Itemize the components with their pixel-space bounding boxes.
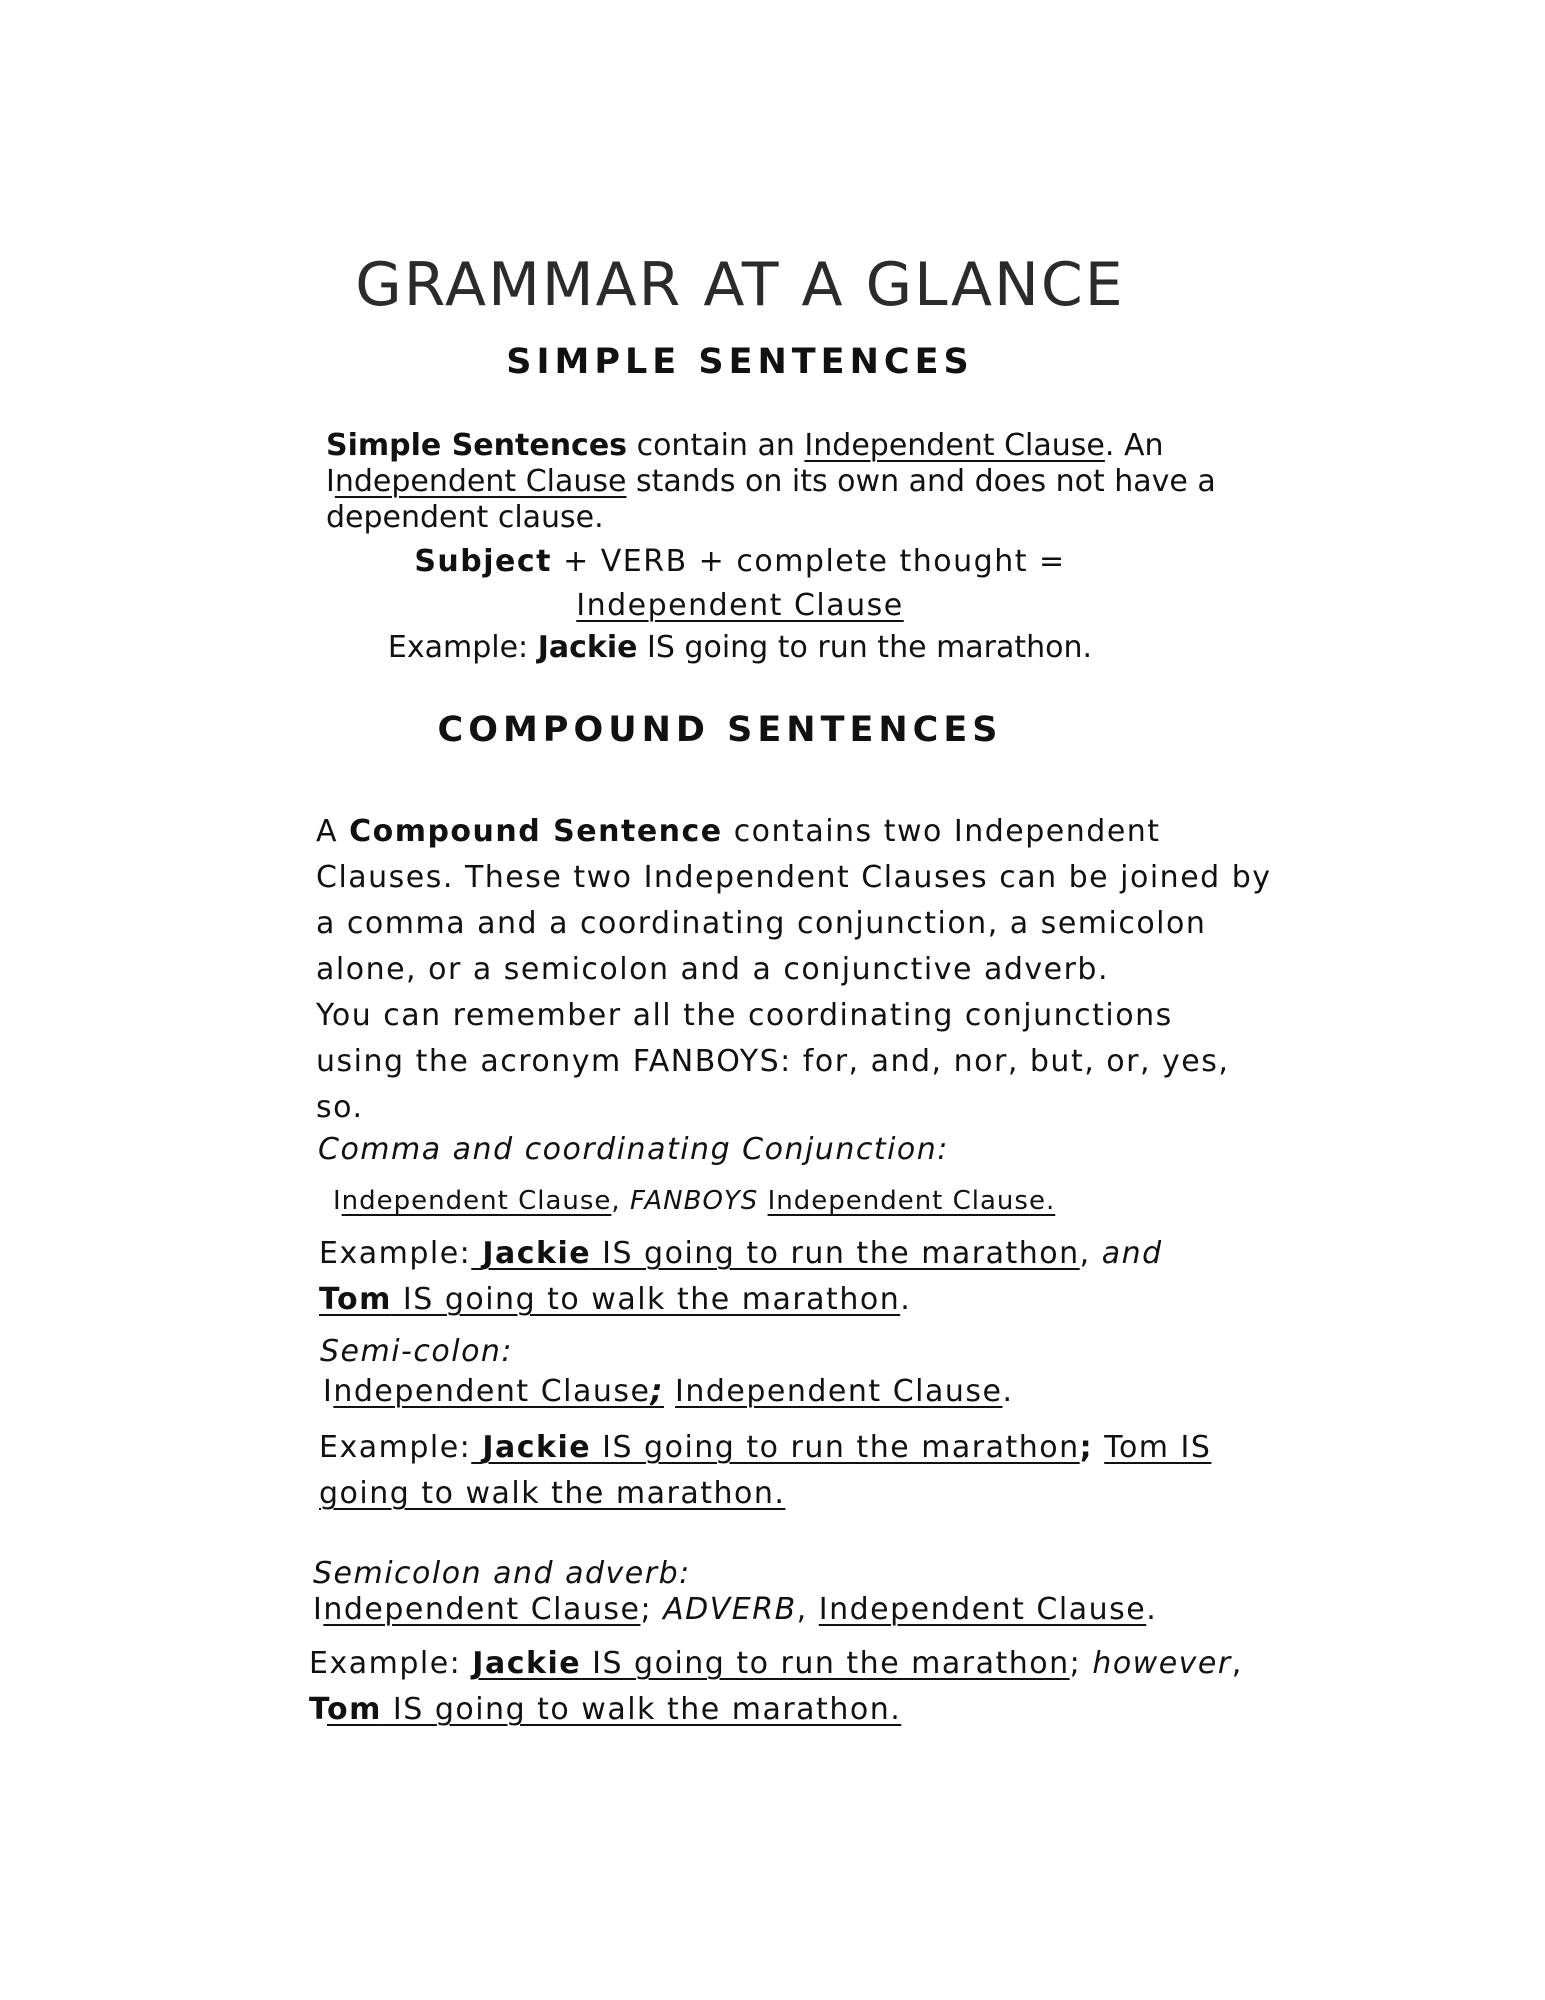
semicolon-example-line-2: going to walk the marathon.: [319, 1476, 786, 1511]
compound-intro-line: a comma and a coordinating conjunction, a semicolon: [316, 906, 1207, 941]
simple-intro-line-3: dependent clause.: [326, 500, 604, 535]
semicolon-pattern: Independent Clause; Independent Clause.: [323, 1374, 1014, 1409]
simple-formula-result: Independent Clause: [576, 588, 904, 623]
subject-term: Subject: [414, 544, 553, 579]
semicolon-label: Semi-colon:: [320, 1334, 514, 1369]
semicolon-adverb-label: Semicolon and adverb:: [313, 1556, 691, 1591]
simple-example: Example: Jackie IS going to run the marathon.: [387, 630, 1093, 665]
compound-intro-line: alone, or a semicolon and a conjunctive adverb.: [316, 952, 1110, 987]
simple-intro-line-1: Simple Sentences contain an Independent Clause. An: [326, 428, 1164, 463]
semicolon-adverb-pattern: Independent Clause; ADVERB, Independent Clause.: [313, 1592, 1158, 1627]
compound-intro-line: Clauses. These two Independent Clauses can be joined by: [316, 860, 1272, 895]
simple-sentences-term: Simple Sentences: [326, 428, 628, 463]
comma-conjunction-example-line-2: Tom IS going to walk the marathon.: [319, 1282, 912, 1317]
simple-sentences-heading: SIMPLE SENTENCES: [506, 342, 974, 382]
page-title: GRAMMAR AT A GLANCE: [355, 250, 1125, 320]
semicolon-adverb-example-line-1: Example: Jackie IS going to run the marathon; however,: [309, 1646, 1243, 1681]
simple-formula: Subject + VERB + complete thought =: [414, 544, 1066, 579]
comma-conjunction-example-line-1: Example: Jackie IS going to run the marathon, and: [319, 1236, 1163, 1271]
compound-intro-line: so.: [316, 1090, 364, 1125]
independent-clause-term: Independent Clause: [804, 428, 1105, 463]
semicolon-example-line-1: Example: Jackie IS going to run the marathon; Tom IS: [319, 1430, 1212, 1465]
compound-intro-line: You can remember all the coordinating conjunctions: [316, 998, 1173, 1033]
semicolon-adverb-example-line-2: Tom IS going to walk the marathon.: [309, 1692, 902, 1727]
compound-intro-line: using the acronym FANBOYS: for, and, nor, but, or, yes,: [316, 1044, 1230, 1079]
comma-conjunction-label: Comma and coordinating Conjunction:: [318, 1132, 949, 1167]
comma-conjunction-pattern: Independent Clause, FANBOYS Independent Clause.: [333, 1186, 1056, 1216]
simple-intro-line-2: Independent Clause stands on its own and does not have a: [326, 464, 1216, 499]
compound-intro-line-1: A Compound Sentence contains two Independent: [316, 814, 1161, 849]
compound-sentence-term: Compound Sentence: [349, 814, 723, 849]
compound-sentences-heading: COMPOUND SENTENCES: [437, 710, 1003, 750]
